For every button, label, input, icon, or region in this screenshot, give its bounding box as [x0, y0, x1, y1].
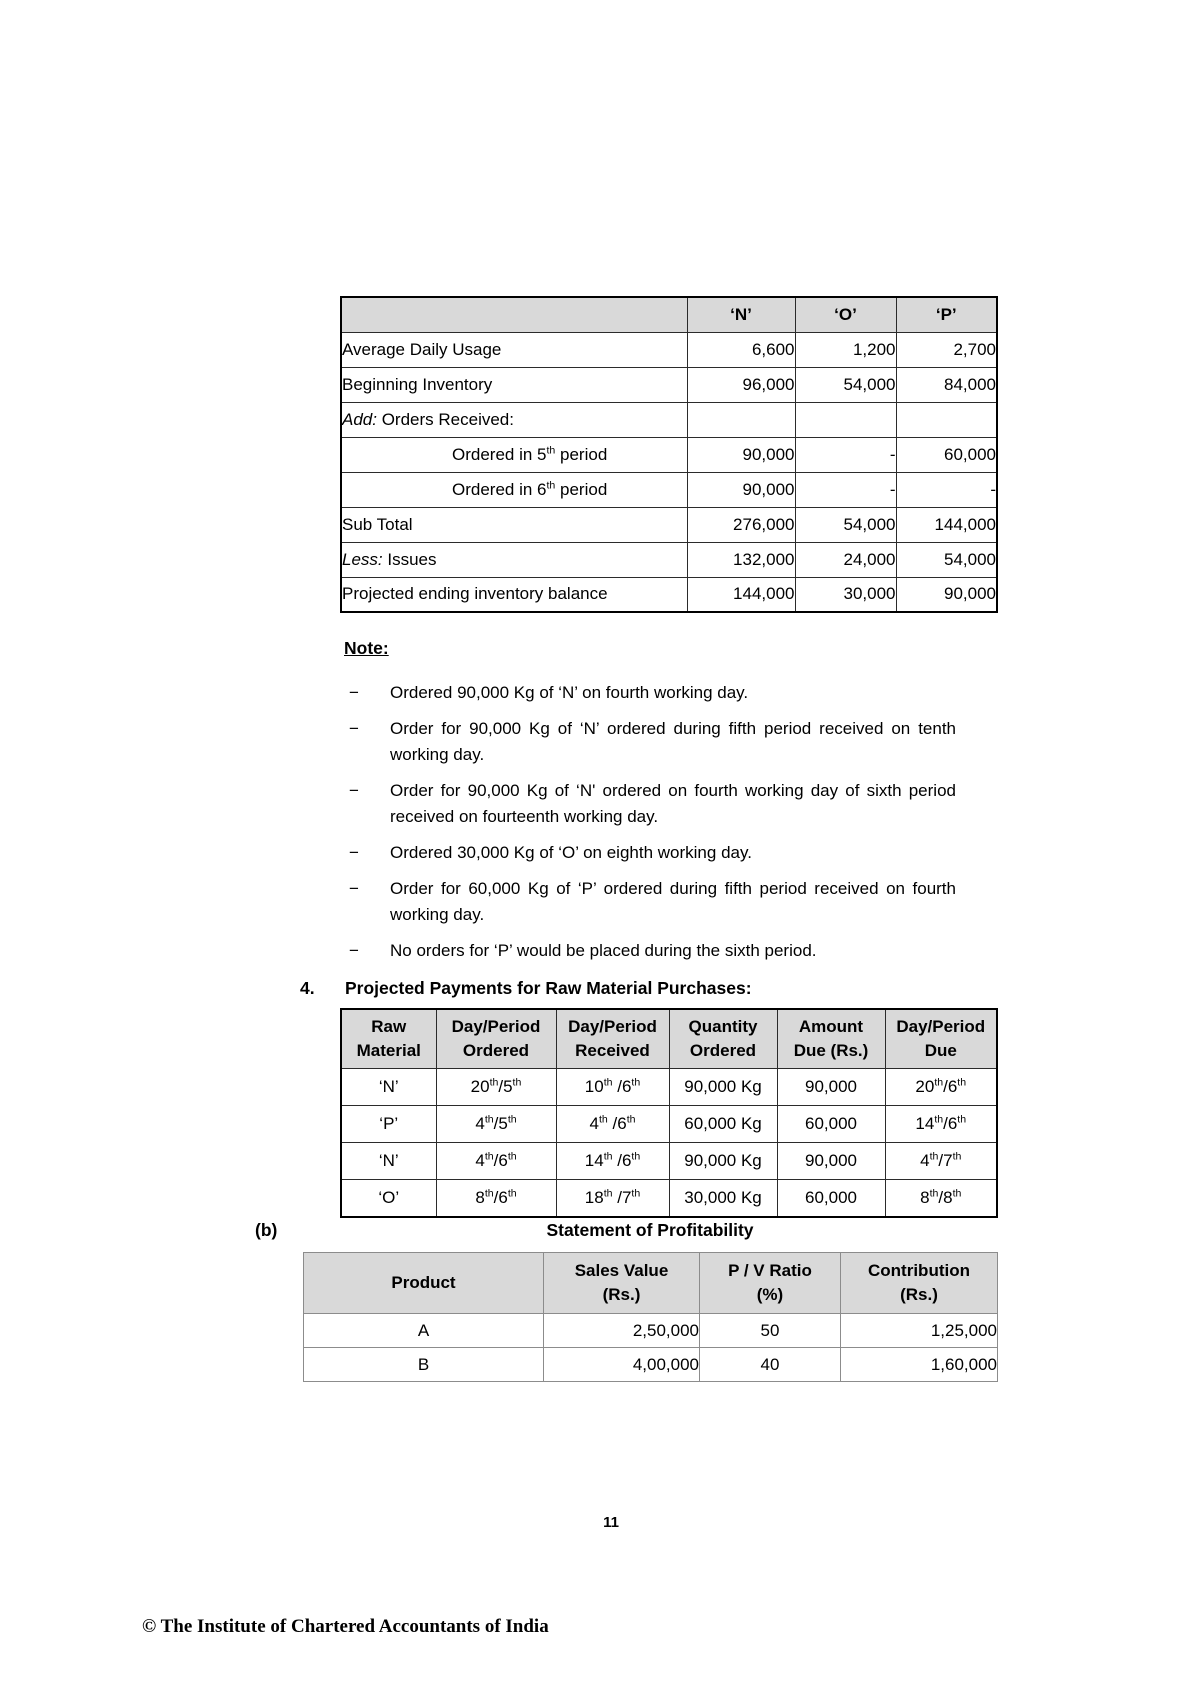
- dash-bullet: −: [349, 719, 359, 738]
- note-item: [349, 680, 956, 706]
- payments-table: [340, 1008, 998, 1218]
- row-label: Beginning Inventory: [342, 374, 493, 394]
- cell-ordered: 4th/6th: [436, 1143, 556, 1180]
- table-row: [341, 1143, 997, 1180]
- cell-due: 20th/6th: [885, 1069, 997, 1106]
- note-text: Ordered 90,000 Kg of ‘N’ on fourth working day.: [390, 683, 749, 702]
- cell-n: 132,000: [687, 542, 795, 577]
- note-list: [349, 680, 956, 974]
- cell-p: -: [896, 472, 997, 507]
- cell-o: 1,200: [795, 332, 896, 367]
- payments-header-amount: Amount Due (Rs.): [777, 1009, 885, 1069]
- cell-amount: 60,000: [777, 1180, 885, 1218]
- table-row: [341, 1106, 997, 1143]
- cell-n: 96,000: [687, 367, 795, 402]
- dash-bullet: −: [349, 941, 359, 960]
- cell-received: 18th /7th: [556, 1180, 669, 1218]
- cell-ordered: 4th/5th: [436, 1106, 556, 1143]
- cell-n: [687, 402, 795, 437]
- cell-sales: 2,50,000: [544, 1314, 700, 1348]
- cell-p: 90,000: [896, 577, 997, 612]
- dash-bullet: −: [349, 683, 359, 702]
- note-text: Ordered 30,000 Kg of ‘O’ on eighth working day.: [390, 843, 752, 862]
- page-number: 11: [603, 1514, 619, 1531]
- note-item: [349, 716, 956, 768]
- cell-n: 6,600: [687, 332, 795, 367]
- section-4-heading: [300, 978, 752, 999]
- section-number: 4.: [300, 978, 315, 998]
- cell-p: 54,000: [896, 542, 997, 577]
- table-row: [341, 367, 997, 402]
- table-row: [341, 437, 997, 472]
- payments-header-quantity: Quantity Ordered: [669, 1009, 777, 1069]
- note-heading: Note:: [344, 638, 389, 658]
- cell-n: 276,000: [687, 507, 795, 542]
- inventory-header-o: ‘O’: [795, 297, 896, 332]
- section-title: Projected Payments for Raw Material Purchases:: [345, 978, 752, 998]
- cell-due: 8th/8th: [885, 1180, 997, 1218]
- cell-pv-ratio: 40: [700, 1348, 841, 1382]
- table-row: [341, 1069, 997, 1106]
- payments-header-ordered: Day/Period Ordered: [436, 1009, 556, 1069]
- payments-header-due: Day/Period Due: [885, 1009, 997, 1069]
- cell-p: 84,000: [896, 367, 997, 402]
- note-text: Order for 60,000 Kg of ‘P’ ordered during fifth period received on fourth working day.: [390, 879, 956, 924]
- cell-p: 144,000: [896, 507, 997, 542]
- cell-received: 10th /6th: [556, 1069, 669, 1106]
- copyright-footer: © The Institute of Chartered Accountants of India: [142, 1616, 549, 1637]
- cell-pv-ratio: 50: [700, 1314, 841, 1348]
- table-row: [341, 402, 997, 437]
- note-text: No orders for ‘P’ would be placed during the sixth period.: [390, 941, 817, 960]
- cell-material: ‘P’: [341, 1106, 436, 1143]
- cell-amount: 90,000: [777, 1143, 885, 1180]
- row-label: Ordered in 6th period: [452, 478, 608, 499]
- dash-bullet: −: [349, 781, 359, 800]
- table-row: [341, 577, 997, 612]
- table-row: [304, 1348, 998, 1382]
- note-text: Order for 90,000 Kg of ‘N’ ordered during fifth period received on tenth working day.: [390, 719, 956, 764]
- row-label: Orders Received:: [376, 409, 514, 429]
- table-row: [341, 1180, 997, 1218]
- profitability-header-product: Product: [304, 1253, 544, 1314]
- cell-amount: 90,000: [777, 1069, 885, 1106]
- dash-bullet: −: [349, 879, 359, 898]
- cell-ordered: 20th/5th: [436, 1069, 556, 1106]
- cell-n: 90,000: [687, 472, 795, 507]
- cell-due: 4th/7th: [885, 1143, 997, 1180]
- payments-header-received: Day/Period Received: [556, 1009, 669, 1069]
- cell-p: 60,000: [896, 437, 997, 472]
- inventory-header-p: ‘P’: [896, 297, 997, 332]
- note-item: [349, 778, 956, 830]
- note-item: [349, 840, 956, 866]
- table-row: [341, 542, 997, 577]
- row-label: Projected ending inventory balance: [342, 584, 608, 604]
- cell-n: 144,000: [687, 577, 795, 612]
- cell-o: [795, 402, 896, 437]
- cell-quantity: 30,000 Kg: [669, 1180, 777, 1218]
- cell-received: 4th /6th: [556, 1106, 669, 1143]
- table-row: [341, 472, 997, 507]
- cell-quantity: 90,000 Kg: [669, 1143, 777, 1180]
- row-label: Ordered in 5th period: [452, 443, 608, 464]
- cell-o: -: [795, 472, 896, 507]
- note-item: [349, 938, 956, 964]
- cell-material: ‘O’: [341, 1180, 436, 1218]
- cell-product: B: [304, 1348, 544, 1382]
- table-row: [341, 507, 997, 542]
- inventory-table: [340, 296, 998, 613]
- payments-header-row: [341, 1009, 997, 1069]
- row-label: Sub Total: [342, 514, 413, 534]
- cell-amount: 60,000: [777, 1106, 885, 1143]
- profitability-title: Statement of Profitability: [546, 1220, 754, 1240]
- cell-received: 14th /6th: [556, 1143, 669, 1180]
- cell-product: A: [304, 1314, 544, 1348]
- inventory-header-row: [341, 297, 997, 332]
- cell-o: -: [795, 437, 896, 472]
- cell-contribution: 1,25,000: [841, 1314, 998, 1348]
- cell-quantity: 60,000 Kg: [669, 1106, 777, 1143]
- cell-quantity: 90,000 Kg: [669, 1069, 777, 1106]
- cell-n: 90,000: [687, 437, 795, 472]
- profitability-header-pv: P / V Ratio (%): [700, 1253, 841, 1314]
- note-text: Order for 90,000 Kg of ‘N' ordered on fourth working day of sixth period received on fourteenth working day.: [390, 781, 956, 826]
- cell-sales: 4,00,000: [544, 1348, 700, 1382]
- row-label: Average Daily Usage: [342, 339, 502, 359]
- profitability-header-contribution: Contribution (Rs.): [841, 1253, 998, 1314]
- cell-p: 2,700: [896, 332, 997, 367]
- table-row: [341, 332, 997, 367]
- cell-o: 54,000: [795, 507, 896, 542]
- cell-o: 30,000: [795, 577, 896, 612]
- cell-o: 24,000: [795, 542, 896, 577]
- cell-material: ‘N’: [341, 1069, 436, 1106]
- inventory-header-empty: [341, 297, 687, 332]
- cell-due: 14th/6th: [885, 1106, 997, 1143]
- part-b-label: (b): [255, 1220, 278, 1240]
- row-prefix: Less:: [342, 549, 383, 569]
- row-label: Issues: [382, 549, 437, 569]
- cell-contribution: 1,60,000: [841, 1348, 998, 1382]
- dash-bullet: −: [349, 843, 359, 862]
- profitability-header-row: [304, 1253, 998, 1314]
- payments-header-material: Raw Material: [341, 1009, 436, 1069]
- profitability-table: [303, 1252, 998, 1382]
- note-item: [349, 876, 956, 928]
- cell-p: [896, 402, 997, 437]
- profitability-header-sales: Sales Value (Rs.): [544, 1253, 700, 1314]
- cell-material: ‘N’: [341, 1143, 436, 1180]
- cell-ordered: 8th/6th: [436, 1180, 556, 1218]
- row-prefix: Add:: [342, 409, 377, 429]
- cell-o: 54,000: [795, 367, 896, 402]
- table-row: [304, 1314, 998, 1348]
- inventory-header-n: ‘N’: [687, 297, 795, 332]
